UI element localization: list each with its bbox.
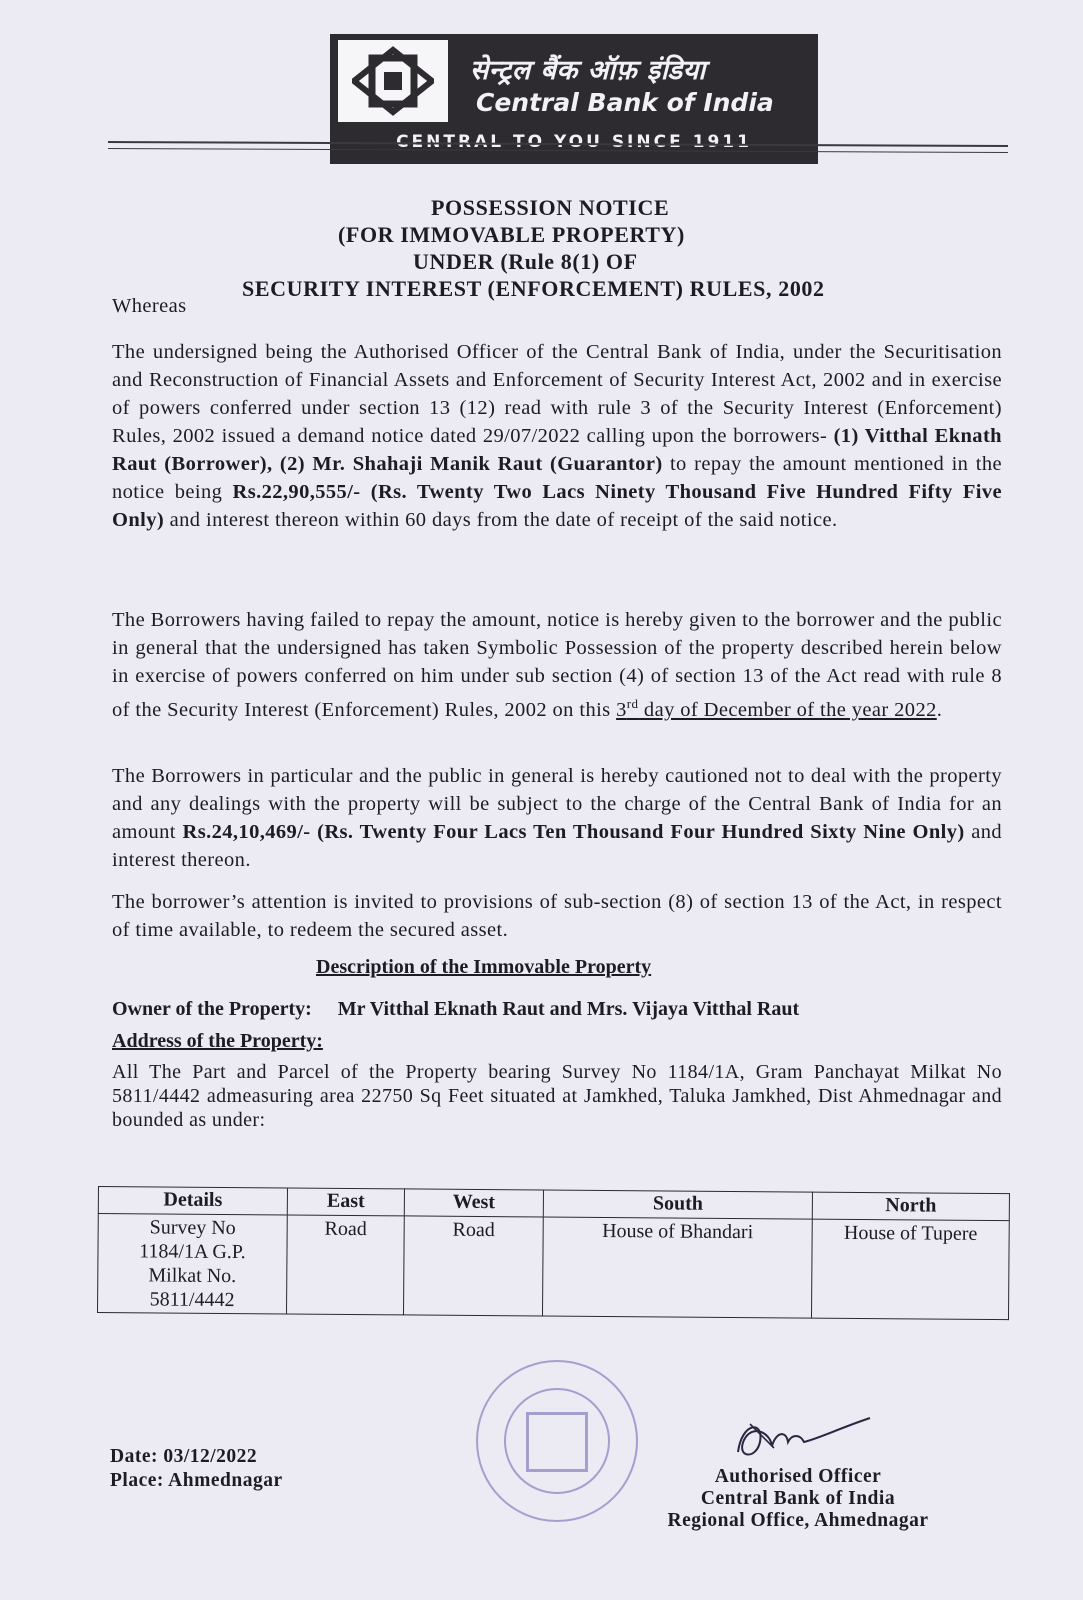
notice-subtitle: UNDER (Rule 8(1) OF	[413, 249, 638, 274]
demand-amount: Rs.22,90,555/- (Rs. Twenty Two Lacs Ninety Thousand Five Hundred Fifty Five Only)	[112, 481, 1002, 531]
notice-date: Date: 03/12/2022	[110, 1446, 258, 1467]
notice-subtitle: (FOR IMMOVABLE PROPERTY)	[338, 222, 685, 247]
bank-name-hindi: सेन्ट्रल बैंक ऑफ़ इंडिया	[470, 55, 706, 86]
central-bank-logo-icon	[338, 40, 448, 122]
owner-label: Owner of the Property:	[112, 998, 312, 1020]
possession-date: 3rd day of December of the year 2022	[616, 696, 937, 721]
notice-place: Place: Ahmednagar	[110, 1470, 283, 1491]
table-row	[98, 1214, 1010, 1320]
borrower-names: (1) Vitthal Eknath Raut (Borrower), (2) Mr. Shahaji Manik Raut (Guarantor)	[112, 425, 1002, 475]
details-cell: Survey No 1184/1A G.P. Milkat No. 5811/4442	[98, 1214, 288, 1314]
paragraph-redeem: The borrower’s attention is invited to provisions of sub-section (8) of section 13 of the Act, in respect of time available, to redeem the secured asset.	[112, 891, 1002, 941]
east-cell: Road	[287, 1215, 405, 1315]
paragraph-possession: The Borrowers having failed to repay the amount, notice is hereby given to the borrower and the public in general that the undersigned has taken Symbolic Possession of the property described herein below in exercise of powers conferred on him under sub section (4) of section 13 of the Act read with rule 8 of the Security Interest (Enforcement) Rules, 2002 on this 3rd day of December of the year 2022.	[112, 609, 1002, 721]
south-cell: House of Bhandari	[542, 1217, 812, 1318]
whereas-label: Whereas	[112, 295, 187, 317]
notice-title: POSSESSION NOTICE	[431, 195, 670, 220]
signatory-office: Regional Office, Ahmednagar	[667, 1510, 929, 1531]
table-header: Details	[98, 1187, 287, 1215]
table-header: North	[812, 1192, 1009, 1221]
notice-subtitle: SECURITY INTEREST (ENFORCEMENT) RULES, 2002	[242, 276, 825, 301]
signatory-block	[628, 1466, 968, 1532]
west-cell: Road	[403, 1216, 543, 1316]
charge-amount: Rs.24,10,469/- (Rs. Twenty Four Lacs Ten Thousand Four Hundred Sixty Nine Only)	[182, 821, 965, 843]
north-cell: House of Tupere	[811, 1219, 1009, 1320]
notice-footer-left	[110, 1445, 283, 1493]
table-header: West	[404, 1189, 543, 1217]
owner-value: Mr Vitthal Eknath Raut and Mrs. Vijaya Vitthal Raut	[337, 998, 800, 1020]
bank-name: Central Bank of India	[476, 88, 774, 117]
signatory-bank: Central Bank of India	[700, 1488, 896, 1509]
signatory-title: Authorised Officer	[714, 1466, 882, 1487]
address-text: All The Part and Parcel of the Property bearing Survey No 1184/1A, Gram Panchayat Milkat No 5811/4442 admeasuring area 22750 Sq Feet situated at Jamkhed, Taluka Jamkhed, Dist Ahmednagar and bounded as under:	[112, 1061, 1002, 1131]
bank-tagline: CENTRAL TO YOU SINCE 1911	[396, 132, 752, 152]
table-header: South	[543, 1190, 812, 1219]
officer-signature	[730, 1412, 880, 1472]
table-header: East	[287, 1188, 404, 1216]
owner-row	[112, 998, 799, 1021]
description-heading: Description of the Immovable Property	[316, 956, 652, 978]
boundaries-table	[97, 1186, 1010, 1320]
paragraph-caution: The Borrowers in particular and the public in general is hereby cautioned not to deal with the property and any dealings with the property will be subject to the charge of the Central Bank of India for an amount Rs.24,10,469/- (Rs. Twenty Four Lacs Ten Thousand Four Hundred Sixty Nine Only) and interest thereon.	[112, 765, 1003, 871]
seal-logo-icon	[526, 1412, 588, 1472]
address-heading: Address of the Property:	[112, 1030, 323, 1052]
paragraph-demand-notice: The undersigned being the Authorised Officer of the Central Bank of India, under the Securitisation and Reconstruction of Financial Assets and Enforcement of Security Interest Act, 2002 and in exercise of powers conferred under section 13 (12) read with rule 3 of the Security Interest (Enforcement) Rules, 2002 issued a demand notice dated 29/07/2022 calling upon the borrowers- (1) Vitthal Eknath Raut (Borrower), (2) Mr. Shahaji Manik Raut (Guarantor) to repay the amount mentioned in the notice being Rs.22,90,555/- (Rs. Twenty Two Lacs Ninety Thousand Five Hundred Fifty Five Only) and interest thereon within 60 days from the date of receipt of the said notice.	[112, 341, 1002, 531]
bank-seal-stamp	[476, 1360, 638, 1522]
